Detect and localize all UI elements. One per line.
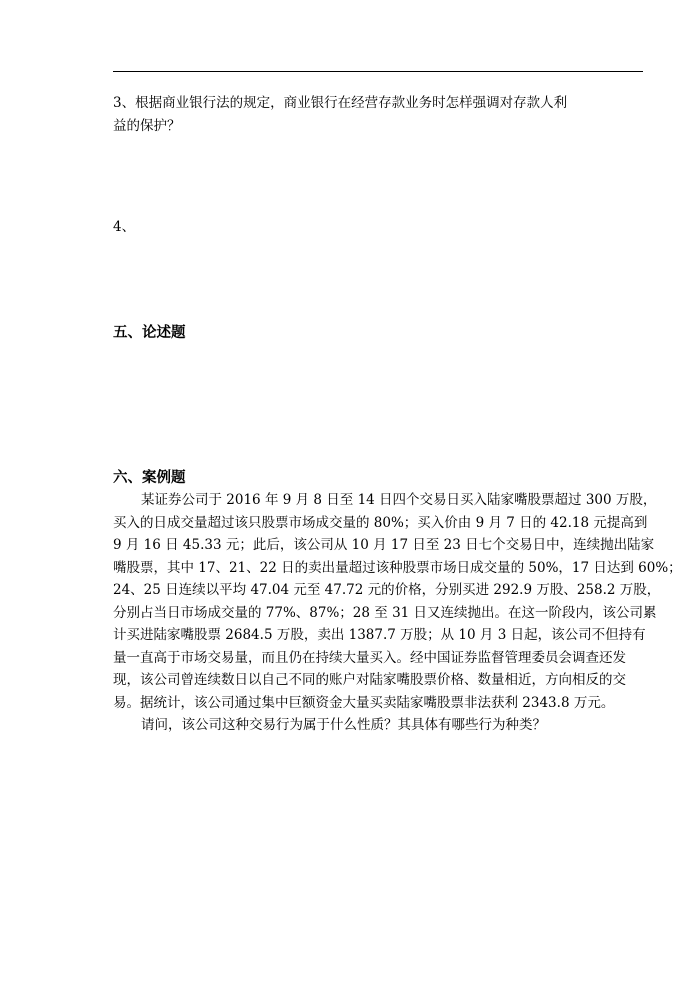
- question-3-line-2: 益的保护？: [113, 117, 181, 134]
- section-6-heading: 六、案例题: [113, 469, 186, 486]
- case-study-body: [113, 489, 682, 737]
- case-question: 请问，该公司这种交易行为属于什么性质？其具体有哪些行为种类？: [141, 717, 546, 733]
- case-line: 计买进陆家嘴股票 2684.5 万股，卖出 1387.7 万股；从 10 月 3 日起，该公司不但持有: [113, 627, 646, 643]
- question-4-label: 4、: [113, 219, 136, 235]
- case-line: 易。据统计，该公司通过集中巨额资金大量买卖陆家嘴股票非法获利 2343.8 万元。: [113, 694, 615, 711]
- case-line: 买入的日成交量超过该只股票市场成交量的 80%；买入价由 9 月 7 日的 42.18 元提高到: [113, 514, 648, 531]
- case-line: 某证券公司于 2016 年 9 月 8 日至 14 日四个交易日买入陆家嘴股票超过 300 万股，: [141, 492, 657, 508]
- header-rule: [113, 71, 643, 72]
- case-line: 嘴股票，其中 17、21、22 日的卖出量超过该种股票市场日成交量的 50%，17 日达到 60%；: [113, 559, 682, 576]
- case-line: 现，该公司曾连续数日以自己不同的账户对陆家嘴股票价格、数量相近，方向相反的交: [113, 672, 626, 688]
- case-line: 分别占当日市场成交量的 77%、87%；28 至 31 日又连续抛出。在这一阶段内，该公司累: [113, 604, 657, 621]
- question-3-line-1: 3、根据商业银行法的规定，商业银行在经营存款业务时怎样强调对存款人利: [113, 95, 568, 111]
- case-line: 9 月 16 日 45.33 元；此后，该公司从 10 月 17 日至 23 日七个交易日中，连续抛出陆家: [113, 537, 655, 553]
- case-line: 量一直高于市场交易量，而且仍在持续大量买入。经中国证券监督管理委员会调查还发: [113, 649, 626, 666]
- question-3: [113, 92, 645, 137]
- case-line: 24、25 日连续以平均 47.04 元至 47.72 元的价格，分别买进 292.9 万股、258.2 万股，: [113, 582, 661, 598]
- section-5-heading: 五、论述题: [113, 324, 186, 341]
- question-4: [113, 216, 645, 239]
